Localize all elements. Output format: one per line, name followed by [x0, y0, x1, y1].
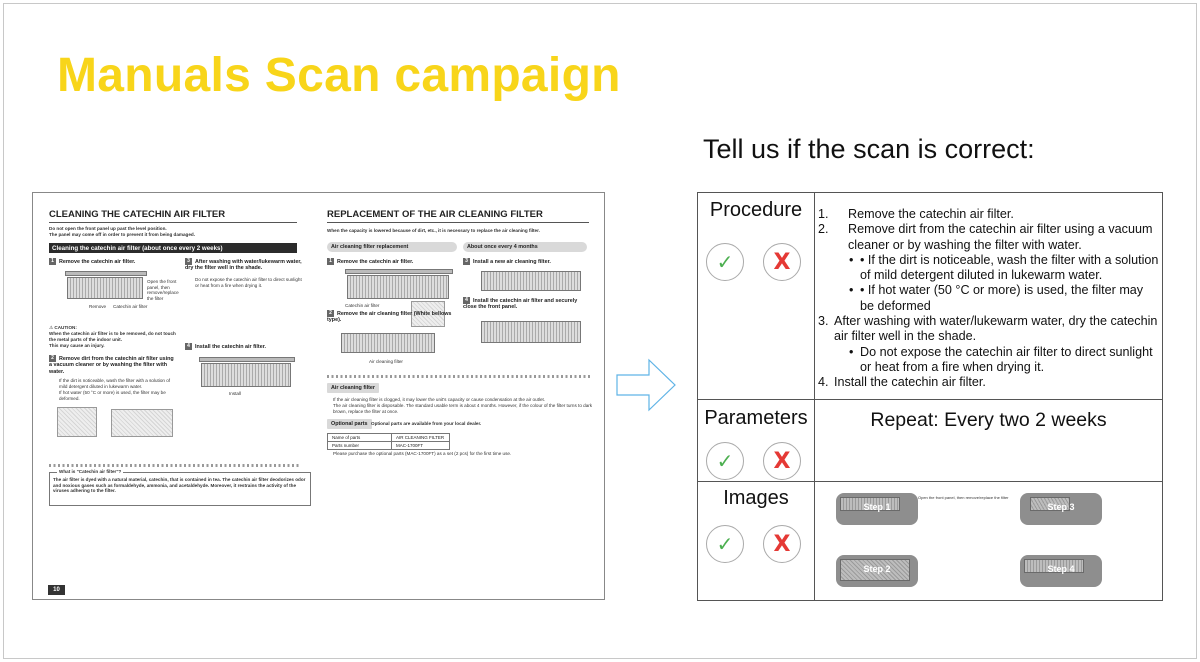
table-cell: MAC-1700FT — [392, 442, 450, 450]
list-subitem: • Do not expose the catechin air filter to direct sunlight or heat from a fire when drying it. — [849, 344, 1153, 374]
scan-remove-label: Remove — [89, 304, 107, 309]
parameters-reject-button[interactable]: X — [763, 442, 801, 480]
list-item: 3. After washing with water/lukewarm water, dry the catechin air filter well in the shade. — [818, 314, 1158, 344]
scan-pill-replacement: Air cleaning filter replacement — [327, 242, 457, 252]
parameters-approve-button[interactable]: ✓ — [706, 442, 744, 480]
list-item: 1. Remove the catechin air filter. — [818, 207, 1014, 221]
images-reject-button[interactable]: X — [763, 525, 801, 563]
scan-step-1: 1 Remove the catechin air filter. — [49, 258, 179, 265]
row-divider — [698, 481, 1162, 482]
scan-optional-text: Optional parts are available from your local dealer. — [371, 421, 482, 426]
step-number: 1 — [49, 258, 56, 265]
step-number: 2 — [327, 310, 334, 317]
washing-illustration — [111, 409, 173, 437]
scan-intro-left-2: The panel may come off in order to prevent it from being damaged. — [49, 232, 196, 237]
scan-info-text: The air filter is dyed with a natural material, catechin, that is contained in tea. The catechin air filter deodorizes odor and noxious gases such as formaldehyde, ammonia, and acetaldehyde. Moreover, it restrains the activity of the viruses adhering to the filter. — [53, 477, 306, 494]
procedure-label: Procedure — [709, 199, 803, 221]
procedure-reject-button[interactable]: X — [763, 243, 801, 281]
scan-heading-right: REPLACEMENT OF THE AIR CLEANING FILTER — [327, 209, 543, 220]
step-number: 4 — [463, 297, 470, 304]
review-table — [697, 192, 1163, 601]
table-cell: Parts number — [328, 442, 392, 450]
vacuum-illustration — [57, 407, 97, 437]
divider — [327, 222, 589, 223]
right-arrow-icon — [615, 357, 677, 413]
dotted-divider — [49, 464, 301, 467]
scan-r-step-1: 1 Remove the catechin air filter. — [327, 258, 457, 265]
scan-step-4: 4 Install the catechin air filter. — [185, 343, 303, 350]
images-approve-button[interactable]: ✓ — [706, 525, 744, 563]
image-thumb-step-3[interactable] — [1020, 493, 1102, 525]
scan-r-step-1-note: Catechin air filter — [345, 303, 380, 308]
step-number: 4 — [185, 343, 192, 350]
scan-acf-bullet-1: If the air cleaning filter is clogged, it may lower the unit's capacity or cause condensation at the air outlet. — [333, 397, 546, 402]
thumb-note: Open the front panel, then remove/replace the filter — [918, 495, 1009, 500]
scan-parts-table — [327, 433, 450, 450]
procedure-text — [816, 207, 1160, 391]
step-number: 3 — [463, 258, 470, 265]
scan-step-3: 3 After washing with water/lukewarm water, dry the filter well in the shade. — [185, 258, 302, 272]
scan-caution-3: This may cause an injury. — [49, 343, 105, 348]
scan-section-acf: Air cleaning filter — [327, 383, 379, 393]
list-subitem: • • If hot water (50 °C or more) is used, the filter may be deformed — [849, 283, 1144, 313]
scan-caution-2: the metal parts of the indoor unit. — [49, 337, 122, 342]
scan-caution-1: When the catechin air filter is to be removed, do not touch — [49, 331, 176, 336]
ac-unit-top — [345, 269, 453, 274]
scan-step-2-bullet-2: If hot water (50 °C or more) is used, the filter may be deformed. — [59, 390, 166, 401]
scan-step-1-note: Open the front panel, then remove/replace the filter — [147, 279, 179, 301]
table-cell: AIR CLEANING FILTER — [392, 434, 450, 442]
dotted-divider — [327, 375, 591, 378]
ac-unit-top — [65, 271, 147, 276]
scan-acf-bullet-2: The air cleaning filter is disposable. The standard usable term is about 4 months. However, if the colour of the filter turns to dark brown, replace the filter at once. — [333, 403, 593, 414]
parameters-value: Repeat: Every two 2 weeks — [870, 409, 1107, 431]
thumb-label: Step 1 — [863, 502, 891, 512]
scan-install-label: Install — [229, 391, 242, 396]
ac-unit-illustration — [481, 271, 581, 291]
ac-unit-illustration — [341, 333, 435, 353]
ac-unit-illustration — [347, 275, 449, 299]
scan-r-step-2: 2 Remove the air cleaning filter (White bellows type). — [327, 310, 452, 324]
scan-info-title: What is "Catechin air filter"? — [59, 469, 122, 474]
scan-heading-left: CLEANING THE CATECHIN AIR FILTER — [49, 209, 226, 220]
scan-page-number: 10 — [48, 585, 65, 595]
scan-step-2-bullet-1: If the dirt is noticeable, wash the filter with a solution of mild detergent diluted in lukewarm water. — [59, 378, 171, 389]
step-number: 1 — [327, 258, 334, 265]
scan-intro-left-1: Do not open the front panel up past the level position. — [49, 226, 167, 231]
images-label: Images — [723, 487, 789, 509]
list-item: 2. Remove dirt from the catechin air filter using a vacuum cleaner or by washing the filter with water. — [818, 222, 1153, 252]
ac-unit-illustration — [201, 363, 291, 387]
thumb-label: Step 2 — [863, 564, 891, 574]
image-thumb-step-1[interactable] — [836, 493, 918, 525]
scan-purchase-note: Please purchase the optional parts (MAC-1700FT) as a set (2 pcs) for the first time use. — [333, 451, 512, 456]
procedure-approve-button[interactable]: ✓ — [706, 243, 744, 281]
row-divider — [698, 399, 1162, 400]
column-divider — [814, 193, 815, 600]
scan-caution-title: ⚠ CAUTION: — [49, 325, 77, 330]
scan-optional-tag: Optional parts — [327, 419, 372, 429]
divider — [49, 222, 297, 223]
ac-unit-illustration — [481, 321, 581, 343]
scan-r-step-2-note: Air cleaning filter — [369, 359, 403, 364]
scan-step-3-bullet-1: Do not expose the catechin air filter to direct sunlight or heat from a fire when drying it. — [195, 277, 302, 288]
step-number: 3 — [185, 258, 192, 265]
scan-intro-right: When the capacity is lowered because of dirt, etc., it is necessary to replace the air cleaning filter. — [327, 228, 540, 233]
step-number: 2 — [49, 355, 56, 362]
image-thumb-step-4[interactable] — [1020, 555, 1102, 587]
table-cell: Name of parts — [328, 434, 392, 442]
page-title: Manuals Scan campaign — [57, 49, 621, 102]
scan-section-bar: Cleaning the catechin air filter (about once every 2 weeks) — [49, 243, 297, 253]
scanned-manual-page — [32, 192, 605, 600]
scan-pill-frequency: About once every 4 months — [463, 242, 587, 252]
review-prompt: Tell us if the scan is correct: — [703, 134, 1035, 164]
list-subitem: • • If the dirt is noticeable, wash the filter with a solution of mild detergent diluted in lukewarm water. — [849, 252, 1159, 283]
scan-r-step-4: 4 Install the catechin air filter and securely close the front panel. — [463, 297, 578, 311]
scan-r-step-3: 3 Install a new air cleaning filter. — [463, 258, 593, 265]
thumb-label: Step 3 — [1047, 502, 1075, 512]
ac-unit-top — [199, 357, 295, 362]
parameters-label: Parameters — [704, 407, 808, 429]
image-thumb-step-2[interactable] — [836, 555, 918, 587]
scan-step-2: 2 Remove dirt from the catechin air filter using a vacuum cleaner or by washing the filter with water. — [49, 355, 174, 375]
thumb-label: Step 4 — [1047, 564, 1075, 574]
list-item: 4. Install the catechin air filter. — [818, 375, 986, 390]
ac-unit-illustration — [67, 277, 143, 299]
scan-filter-label: Catechin air filter — [113, 304, 148, 309]
